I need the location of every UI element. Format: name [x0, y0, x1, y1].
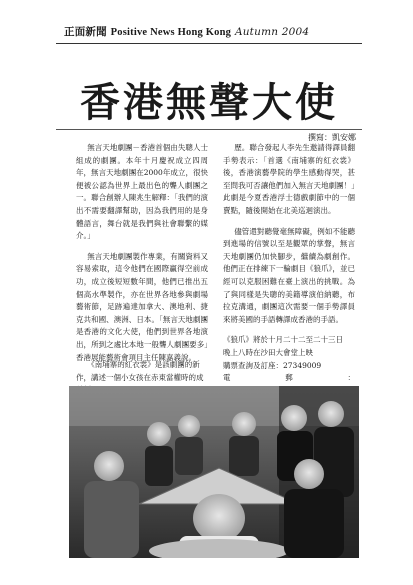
- article-column-right: [223, 142, 355, 410]
- headline-divider: [56, 129, 362, 130]
- photo-illustration: [69, 386, 359, 558]
- article-byline: 撰寫：凱安娜: [308, 133, 356, 142]
- event-ticket-phone: 購票查詢及訂座：27349009: [223, 360, 322, 370]
- article-paragraph: 《南埔寨的紅衣裳》是該劇團的新作，講述一個小女孩在赤東當權時的成: [76, 360, 204, 382]
- masthead-section: 正面新聞: [64, 26, 107, 38]
- article-paragraph: 儘管還對聽覺毫無障礙，例如不能聽到進場的信號以至是觀眾的掌聲，無言天地劇團仍加快腳步，繼續為劇創作。他們正在排練下一輪劇目《狼爪》，並已經可以克服困難在臺上演出的挑戰。為了與同樣是失聰的美籍導演伯納聽，布拉克溝通，劇團這次需要一個手勢譯員來將美國的手語轉譯成香港的手語。: [223, 226, 355, 324]
- article-paragraph: 無言天地劇團製作專業，有關資料又容易索取，這令他們在國際贏得空前成功，成立後短短數年間，他們已推出五個高水準製作，亦在世界各地參與劇場藝術節，足跡遍達加拿大、澳地利、捷克共和國、澳洲、日本。「無言天地劇團是香港的文化大使，他們到世界各地演出，所到之處比本地一般聾人劇團要多」香港展能藝術會項目主任陳嘉義說。: [76, 251, 208, 362]
- masthead: [64, 24, 309, 39]
- event-venue: 晚上八時在沙田大會堂上映: [223, 347, 313, 357]
- article-headline: 香港無聲大使: [80, 79, 338, 126]
- masthead-publication: Positive News Hong Kong: [110, 27, 232, 38]
- article-column-left: [76, 142, 208, 372]
- event-email: 電郵：: [223, 373, 355, 383]
- news-clipping-page: [52, 16, 366, 569]
- event-performance-date: 《狼爪》將於十月二十二至二十三日: [223, 335, 343, 345]
- article-paragraph: 無言天地劇團－香港首個由失聰人士組成的劇團。本年十月慶祝成立四周年，無言天地劇團在2000年成立，很快便被公認為世界上最出色的聾人劇團之一。聯合創辦人陳兆生解釋：「我們的演出不需要翻譯幫助，因為我們用的是身體語言，舞台就是我們與社會聯繫的媒介。」: [76, 143, 208, 241]
- article-paragraph: 歷。聯合發起人李先生邀請得譯員翻手勢表示：「首選《南埔寨的紅衣裳》後，香港演藝學院的學生感動得哭，甚至問我可否讓他們加入無言天地劇團！」此劇是今夏香港浮士德戲劇節中的一個賣點，隨後開始在北美巡迴演出。: [223, 143, 355, 215]
- top-divider: [56, 43, 362, 44]
- masthead-season: Autumn 2004: [234, 26, 310, 38]
- article-photo: [69, 386, 359, 558]
